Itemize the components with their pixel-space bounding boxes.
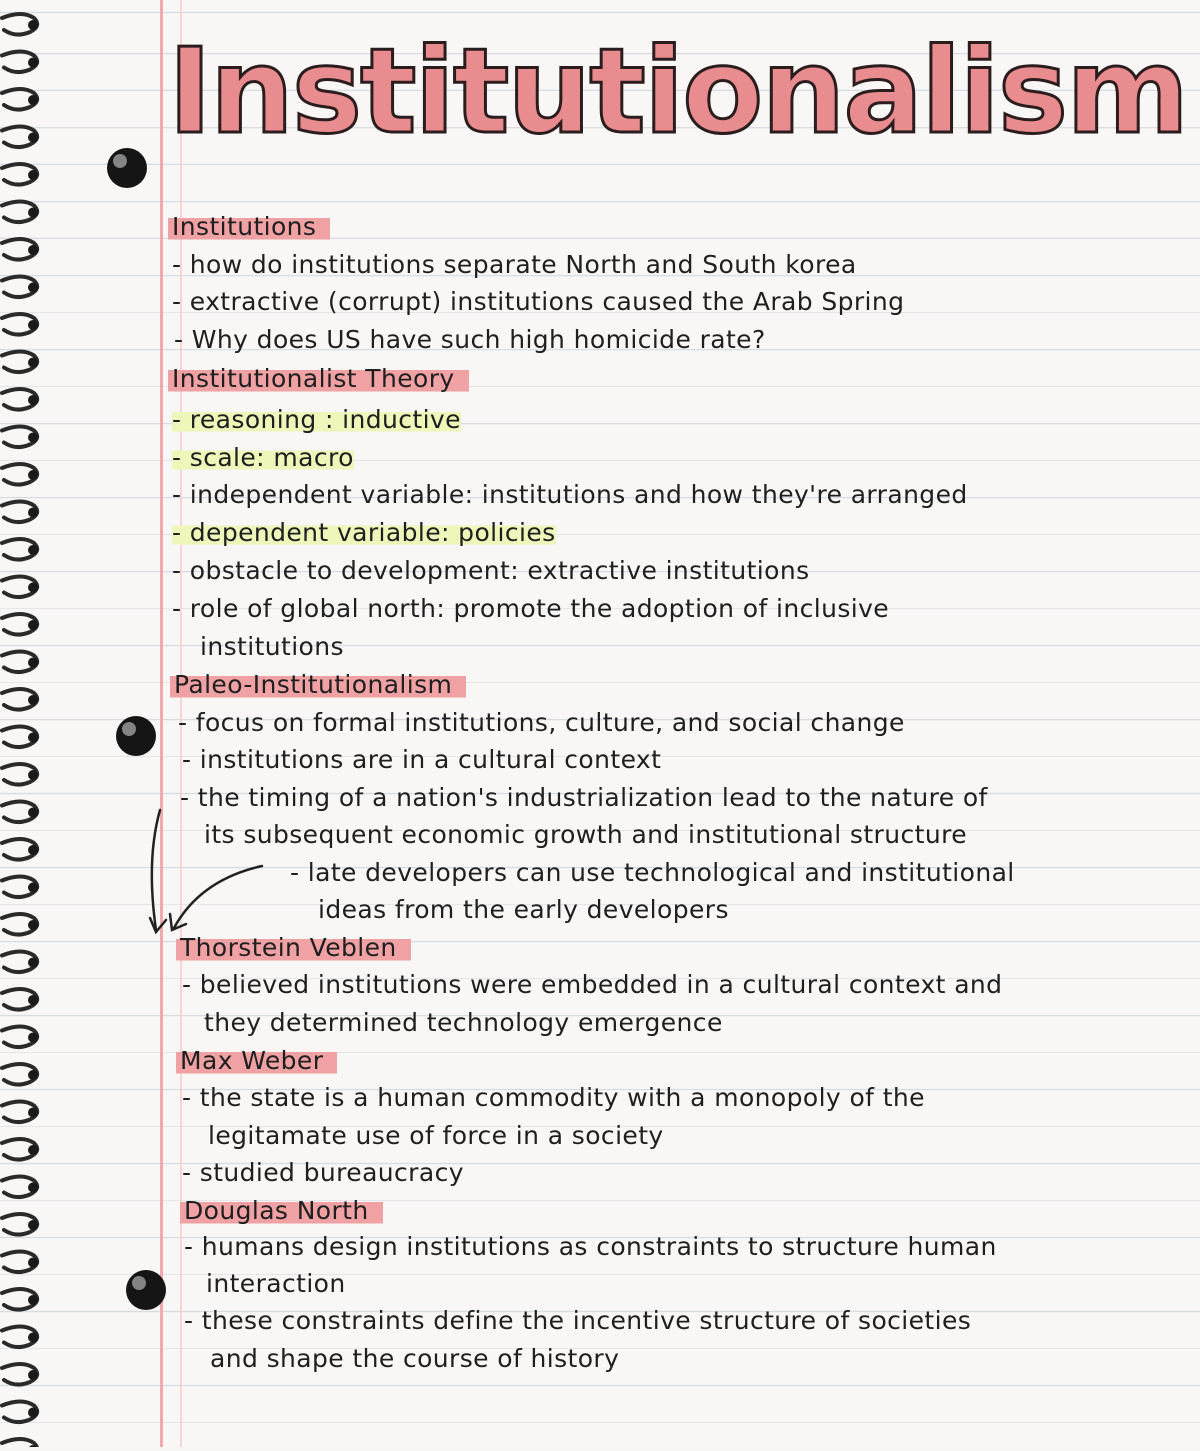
note-line: - the timing of a nation's industrialization lead to the nature of <box>180 783 988 812</box>
note-line: - late developers can use technological and institutional <box>290 858 1015 887</box>
note-line: - studied bureaucracy <box>182 1158 464 1187</box>
note-line: - role of global north: promote the adoption of inclusive <box>172 594 890 623</box>
punch-hole <box>107 148 147 188</box>
note-line: - focus on formal institutions, culture, and social change <box>178 708 905 737</box>
note-line: - these constraints define the incentive structure of societies <box>184 1306 972 1335</box>
note-line: - the state is a human commodity with a monopoly of the <box>182 1083 925 1112</box>
punch-hole <box>116 716 156 756</box>
section-heading: Douglas North <box>180 1196 383 1225</box>
note-line: - Why does US have such high homicide rate? <box>174 325 766 354</box>
note-line: - how do institutions separate North and South korea <box>172 250 857 279</box>
page-title: Institutionalism <box>168 22 1188 160</box>
note-line: - reasoning : inductive <box>172 405 461 434</box>
note-line: - institutions are in a cultural context <box>182 745 662 774</box>
note-line: - humans design institutions as constraints to structure human <box>184 1232 997 1261</box>
section-heading: Paleo-Institutionalism <box>170 670 466 699</box>
note-line: - extractive (corrupt) institutions caused the Arab Spring <box>172 287 905 316</box>
note-line: legitamate use of force in a society <box>208 1121 664 1150</box>
section-heading: Max Weber <box>176 1046 337 1075</box>
note-line: institutions <box>200 632 344 661</box>
margin-line <box>160 0 163 1447</box>
note-line: - obstacle to development: extractive institutions <box>172 556 810 585</box>
note-line: - believed institutions were embedded in a cultural context and <box>182 970 1003 999</box>
note-line: and shape the course of history <box>210 1344 620 1373</box>
section-heading: Institutions <box>168 212 330 241</box>
note-line: ideas from the early developers <box>318 895 729 924</box>
note-line: - dependent variable: policies <box>172 518 556 547</box>
note-line: its subsequent economic growth and institutional structure <box>204 820 967 849</box>
note-line: - scale: macro <box>172 443 354 472</box>
section-heading: Institutionalist Theory <box>168 364 469 393</box>
note-line: - independent variable: institutions and how they're arranged <box>172 480 968 509</box>
punch-hole <box>126 1270 166 1310</box>
section-heading: Thorstein Veblen <box>176 933 411 962</box>
spiral-binding-icon <box>0 0 60 1447</box>
note-line: interaction <box>206 1269 346 1298</box>
curved-arrow-icon <box>140 800 280 940</box>
note-line: they determined technology emergence <box>204 1008 723 1037</box>
